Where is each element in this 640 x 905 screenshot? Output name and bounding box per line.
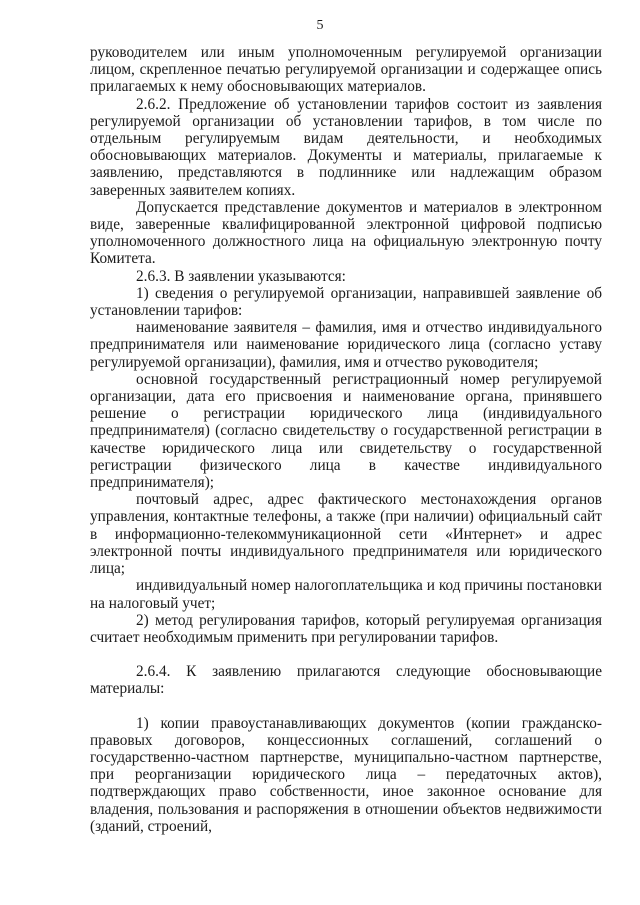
paragraph: почтовый адрес, адрес фактического местонахождения органов управления, контактные телефоны, а также (при наличии) официальный сайт в информационно-телекоммуникационной сети «Интернет» и адрес электронной почты индивидуального предпринимателя или юридического лица; — [90, 491, 602, 578]
paragraph: 2.6.4. К заявлению прилагаются следующие обосновывающие материалы: — [90, 663, 602, 698]
paragraph: наименование заявителя – фамилия, имя и отчество индивидуального предпринимателя или наименование юридического лица (согласно уставу регулируемой организации), фамилия, имя и отчество руководителя; — [90, 319, 602, 371]
paragraph: 2) метод регулирования тарифов, который регулируемая организация считает необходимым применить при регулировании тарифов. — [90, 611, 602, 646]
paragraph: индивидуальный номер налогоплательщика и код причины постановки на налоговый учет; — [90, 577, 602, 612]
page-number: 5 — [316, 18, 324, 33]
paragraph: 2.6.2. Предложение об установлении тарифов состоит из заявления регулируемой организации об установлении тарифов, в том числе по отдельным регулируемым видам деятельности, и необходимых обосновывающих материалов. Документы и материалы, прилагаемые к заявлению, представляются в подлиннике или надлежащим образом заверенных заявителем копиях. — [90, 95, 602, 199]
document-body — [90, 44, 602, 835]
paragraph: 1) копии правоустанавливающих документов (копии гражданско-правовых договоров, концессионных соглашений, соглашений о государственно-частном партнерстве, муниципально-частном партнерстве, при реорганизации юридического лица – передаточных актов), подтверждающих право собственности, иное законное основание для владения, пользования и распоряжения в отношении объектов недвижимости (зданий, строений, — [90, 714, 602, 835]
paragraph: Допускается представление документов и материалов в электронном виде, заверенные квалифицированной электронной цифровой подписью уполномоченного должностного лица на официальную электронную почту Комитета. — [90, 198, 602, 268]
paragraph: 1) сведения о регулируемой организации, направившей заявление об установлении тарифов: — [90, 284, 602, 320]
paragraph: руководителем или иным уполномоченным регулируемой организации лицом, скрепленное печатью регулируемой организации и содержащее опись прилагаемых к нему обосновывающих материалов. — [90, 44, 602, 96]
paragraph: 2.6.3. В заявлении указываются: — [136, 267, 346, 285]
paragraph: основной государственный регистрационный номер регулируемой организации, дата его присвоения и наименование органа, принявшего решение о регистрации юридического лица (индивидуального предпринимателя) (согласно свидетельству о государственной регистрации в качестве юридического лица или свидетельству о государственной регистрации физического лица в качестве индивидуального предпринимателя); — [90, 370, 602, 492]
